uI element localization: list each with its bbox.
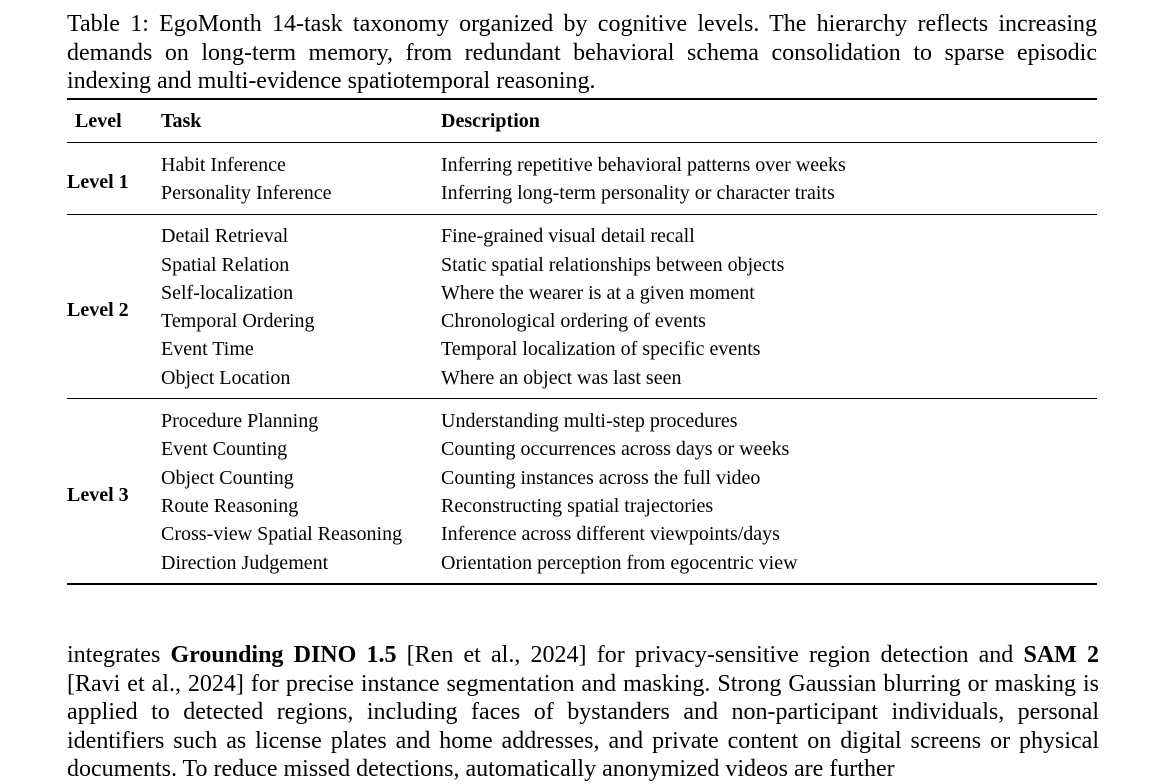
header-level: Level xyxy=(75,109,122,132)
body-text-run: [Ravi et al., 2024] for precise instance segmentation and masking. Strong Gaussian blurring or masking is applied to detected regions, including faces of bystanders and non-participant individuals, personal identifiers such as license plates and home addresses, and private content on digital screens or physical documents. To reduce missed detections, automatically anonymized videos are further xyxy=(67,670,1099,782)
description-cell: Inferring long-term personality or character traits xyxy=(441,181,835,204)
description-cell: Inference across different viewpoints/days xyxy=(441,523,780,546)
task-cell: Cross-view Spatial Reasoning xyxy=(161,523,403,546)
task-cell: Temporal Ordering xyxy=(161,310,315,333)
task-cell: Procedure Planning xyxy=(161,410,319,433)
table-row xyxy=(67,399,1097,436)
table-row xyxy=(67,279,1097,307)
table-caption xyxy=(67,10,1097,96)
header-description: Description xyxy=(441,109,540,132)
table-row xyxy=(67,549,1097,584)
description-cell: Static spatial relationships between objects xyxy=(441,253,785,276)
task-cell: Event Counting xyxy=(161,438,288,461)
table-row xyxy=(67,336,1097,364)
table-row xyxy=(67,251,1097,279)
description-cell: Fine-grained visual detail recall xyxy=(441,225,695,248)
task-cell: Detail Retrieval xyxy=(161,225,289,248)
caption-line: Table 1: EgoMonth 14-task taxonomy organized by cognitive levels. The hierarchy reflects increasing xyxy=(67,11,1097,37)
table-row xyxy=(67,214,1097,251)
description-cell: Where an object was last seen xyxy=(441,366,682,389)
table-row xyxy=(67,307,1097,335)
table-row xyxy=(67,521,1097,549)
table-row xyxy=(67,464,1097,492)
description-cell: Temporal localization of specific events xyxy=(441,338,761,361)
description-cell: Understanding multi-step procedures xyxy=(441,410,738,433)
task-cell: Object Location xyxy=(161,366,291,389)
level-1-group xyxy=(67,143,1097,215)
description-cell: Inferring repetitive behavioral patterns over weeks xyxy=(441,153,846,176)
task-cell: Habit Inference xyxy=(161,153,286,176)
caption-line: indexing and multi-evidence spatiotemporal reasoning. xyxy=(67,68,596,94)
description-cell: Reconstructing spatial trajectories xyxy=(441,494,714,517)
description-cell: Chronological ordering of events xyxy=(441,310,706,333)
model-name-sam2: SAM 2 xyxy=(1023,642,1100,668)
level-label: Level 2 xyxy=(67,298,129,321)
taxonomy-table xyxy=(67,98,1097,585)
task-cell: Route Reasoning xyxy=(161,494,299,517)
table-row xyxy=(67,436,1097,464)
task-cell: Event Time xyxy=(161,338,254,361)
description-cell: Counting instances across the full video xyxy=(441,466,761,489)
description-cell: Where the wearer is at a given moment xyxy=(441,281,755,304)
task-cell: Spatial Relation xyxy=(161,253,290,276)
body-paragraph xyxy=(67,641,1099,784)
model-name-grounding-dino: Grounding DINO 1.5 xyxy=(170,642,397,668)
level-2-group xyxy=(67,214,1097,399)
task-cell: Personality Inference xyxy=(161,181,332,204)
level-3-group xyxy=(67,399,1097,584)
caption-line: demands on long-term memory, from redundant behavioral schema consolidation to sparse episodic xyxy=(67,39,1097,66)
body-text-run: integrates xyxy=(67,642,171,668)
table-row xyxy=(67,143,1097,180)
table-row xyxy=(67,492,1097,520)
level-label: Level 3 xyxy=(67,483,129,506)
task-cell: Object Counting xyxy=(161,466,294,489)
table-row xyxy=(67,179,1097,214)
task-cell: Self-localization xyxy=(161,281,294,304)
header-task: Task xyxy=(161,109,202,132)
description-cell: Orientation perception from egocentric view xyxy=(441,551,798,574)
description-cell: Counting occurrences across days or weeks xyxy=(441,438,790,461)
task-cell: Direction Judgement xyxy=(161,551,329,574)
level-label: Level 1 xyxy=(67,170,129,193)
table-row xyxy=(67,364,1097,399)
body-text-run: [Ren et al., 2024] for privacy-sensitive region detection and xyxy=(396,642,1024,668)
table-header-row xyxy=(67,99,1097,143)
